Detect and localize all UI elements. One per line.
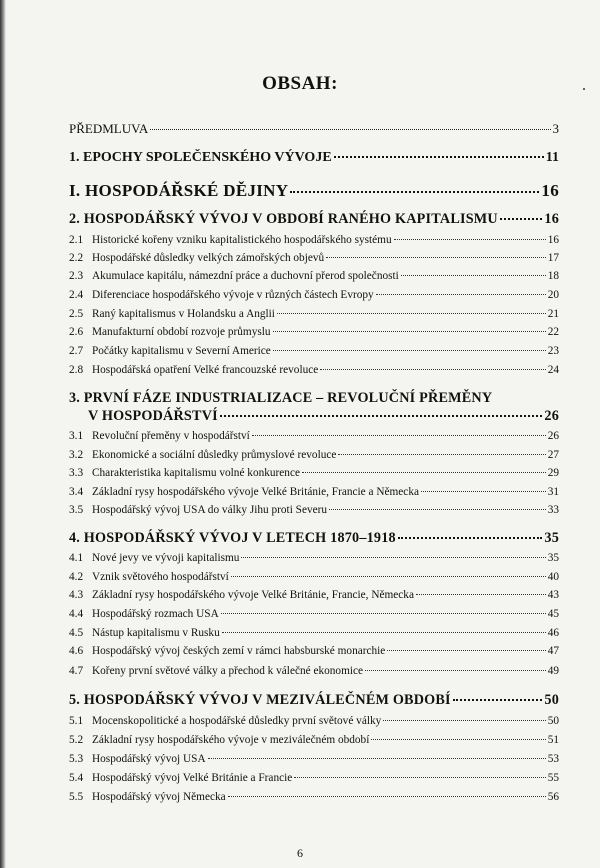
- toc-entry-2-3[interactable]: [69, 270, 559, 282]
- dot-leader: [241, 557, 545, 558]
- toc-entry-page: 40: [547, 571, 559, 583]
- toc-entry-page: 45: [547, 608, 559, 620]
- toc-entry-page: 49: [547, 665, 559, 677]
- toc-entry-number: 5.1: [69, 715, 84, 727]
- dot-leader: [421, 491, 546, 492]
- toc-entry-page: 16: [541, 181, 559, 200]
- dot-leader: [383, 720, 545, 721]
- toc-entry-5-1[interactable]: [69, 715, 559, 727]
- dot-leader: [302, 472, 546, 473]
- toc-entry-page: 26: [547, 430, 559, 442]
- toc-entry-page: 50: [544, 692, 559, 708]
- toc-entry-number: 4.5: [69, 627, 84, 639]
- toc-entry-number: 3.2: [69, 449, 84, 461]
- toc-entry-number: 2.5: [69, 308, 84, 320]
- toc-entry-page: 11: [545, 150, 559, 165]
- toc-entry-number: 2.4: [69, 289, 84, 301]
- toc-entry-text: Hospodářské důsledky velkých zámořských objevů: [92, 252, 325, 264]
- toc-entry-page: 18: [547, 270, 559, 282]
- toc-entry-number: 3.5: [69, 504, 84, 516]
- toc-entry-page: 16: [544, 211, 559, 227]
- toc-entry-4-1[interactable]: [69, 552, 559, 564]
- toc-entry-number: 3.: [69, 390, 81, 406]
- scan-edge-shadow: [0, 0, 6, 868]
- toc-entry-number: 2.3: [69, 270, 84, 282]
- dot-leader: [221, 613, 546, 614]
- dot-leader: [290, 191, 539, 193]
- toc-entry-page: 55: [547, 772, 559, 784]
- toc-entry-5-5[interactable]: [69, 791, 559, 803]
- toc-entry-text: HOSPODÁŘSKÉ DĚJINY: [85, 181, 289, 200]
- toc-entry-number: 3.4: [69, 486, 84, 498]
- toc-entry-number: 5.: [69, 692, 81, 708]
- toc-entry-2-2[interactable]: [69, 252, 559, 264]
- toc-entry-3-1[interactable]: [69, 430, 559, 442]
- toc-entry-page: 56: [547, 791, 559, 803]
- toc-entry-3-5[interactable]: [69, 504, 559, 516]
- toc-entry-text-continued: V HOSPODÁŘSTVÍ: [88, 408, 218, 424]
- toc-entry-number: 2.2: [69, 252, 84, 264]
- toc-entry-page: 24: [547, 364, 559, 376]
- toc-entry-text: Hospodářský vývoj Německa: [92, 791, 226, 803]
- dot-leader: [320, 369, 545, 370]
- toc-entry-text: Mocenskopolitické a hospodářské důsledky první světové války: [92, 715, 382, 727]
- toc-entry-2-5[interactable]: [69, 308, 559, 320]
- toc-entry-page: 3: [552, 121, 559, 136]
- toc-entry-number: 5.3: [69, 753, 84, 765]
- dot-leader: [294, 777, 545, 778]
- toc-entry-number: 5.5: [69, 791, 84, 803]
- dot-leader: [338, 454, 545, 455]
- toc-entry-chapter-3-line2[interactable]: [88, 408, 559, 425]
- toc-entry-text: PRVNÍ FÁZE INDUSTRIALIZACE – REVOLUČNÍ PŘEMĚNY: [83, 390, 493, 406]
- toc-entry-2-6[interactable]: [69, 326, 559, 338]
- toc-entry-number: 3.1: [69, 430, 84, 442]
- dot-leader: [220, 415, 543, 417]
- toc-entry-4-7[interactable]: [69, 665, 559, 677]
- toc-entry-text: Hospodářský vývoj Velké Británie a Francie: [92, 772, 293, 784]
- dot-leader: [277, 313, 546, 314]
- toc-entry-number: 4.: [69, 530, 81, 546]
- toc-title: OBSAH:: [262, 73, 338, 94]
- toc-entry-page: 35: [544, 530, 559, 546]
- toc-entry-number: 2.7: [69, 345, 84, 357]
- toc-entry-number: 4.2: [69, 571, 84, 583]
- toc-entry-4-5[interactable]: [69, 627, 559, 639]
- toc-entry-chapter-3-line1[interactable]: [69, 390, 559, 407]
- toc-entry-page: 47: [547, 645, 559, 657]
- toc-entry-page: 16: [547, 234, 559, 246]
- dot-leader: [453, 699, 543, 701]
- dot-leader: [329, 509, 546, 510]
- toc-entry-4-4[interactable]: [69, 608, 559, 620]
- toc-entry-text: Hospodářský rozmach USA: [92, 608, 219, 620]
- toc-entry-3-4[interactable]: [69, 486, 559, 498]
- dot-leader: [231, 576, 546, 577]
- toc-entry-number: 4.6: [69, 645, 84, 657]
- toc-entry-2-4[interactable]: [69, 289, 559, 301]
- dot-leader: [208, 758, 546, 759]
- toc-entry-text: Vznik světového hospodářství: [92, 571, 229, 583]
- dot-leader: [326, 257, 546, 258]
- toc-entry-text: Základní rysy hospodářského vývoje Velké Británie, Francie a Německa: [92, 486, 419, 498]
- toc-entry-text: HOSPODÁŘSKÝ VÝVOJ V LETECH 1870–1918: [83, 530, 396, 546]
- dot-leader: [416, 594, 546, 595]
- toc-entry-text: Diferenciace hospodářského vývoje v různých částech Evropy: [92, 289, 374, 301]
- toc-entry-text: Kořeny první světové války a přechod k válečné ekonomice: [92, 665, 364, 677]
- toc-entry-number: 4.3: [69, 589, 84, 601]
- toc-entry-number: 2.8: [69, 364, 84, 376]
- toc-entry-page: 27: [547, 449, 559, 461]
- toc-entry-2-8[interactable]: [69, 364, 559, 376]
- toc-entry-number: 4.7: [69, 665, 84, 677]
- toc-entry-text: Hospodářský vývoj USA: [92, 753, 206, 765]
- dot-leader: [365, 670, 546, 671]
- toc-entry-page: 17: [547, 252, 559, 264]
- toc-entry-chapter-5[interactable]: [69, 692, 559, 709]
- toc-entry-4-3[interactable]: [69, 589, 559, 601]
- toc-entry-5-3[interactable]: [69, 753, 559, 765]
- toc-entry-3-2[interactable]: [69, 449, 559, 461]
- toc-entry-text: Základní rysy hospodářského vývoje Velké Británie, Francie, Německa: [92, 589, 414, 601]
- dot-leader: [273, 350, 546, 351]
- dot-leader: [222, 632, 546, 633]
- toc-entry-text: Hospodářská opatření Velké francouzské revoluce: [92, 364, 319, 376]
- toc-entry-page: 20: [547, 289, 559, 301]
- toc-entry-preface[interactable]: [69, 121, 559, 137]
- toc-entry-page: 51: [547, 734, 559, 746]
- toc-entry-number: 3.3: [69, 467, 84, 479]
- dot-leader: [252, 435, 546, 436]
- toc-entry-page: 22: [547, 326, 559, 338]
- toc-entry-text: Revoluční přeměny v hospodářství: [92, 430, 250, 442]
- toc-entry-page: 50: [547, 715, 559, 727]
- dot-leader: [150, 129, 550, 130]
- toc-entry-number: 4.4: [69, 608, 84, 620]
- dot-leader: [401, 275, 546, 276]
- toc-entry-chapter-2[interactable]: [69, 211, 559, 228]
- toc-entry-text: HOSPODÁŘSKÝ VÝVOJ V MEZIVÁLEČNÉM OBDOBÍ: [83, 692, 451, 708]
- toc-entry-number: 1.: [69, 150, 80, 165]
- toc-entry-text: Charakteristika kapitalismu volné konkurence: [92, 467, 300, 479]
- dot-leader: [334, 156, 544, 158]
- toc-entry-number: I.: [69, 181, 81, 200]
- toc-entry-text: HOSPODÁŘSKÝ VÝVOJ V OBDOBÍ RANÉHO KAPITALISMU: [83, 211, 498, 227]
- dot-leader: [500, 218, 543, 220]
- toc-entry-page: 26: [544, 408, 559, 424]
- page-number: 6: [297, 846, 303, 860]
- toc-entry-chapter-4[interactable]: [69, 530, 559, 547]
- toc-entry-text: Hospodářský vývoj českých zemí v rámci habsburské monarchie: [92, 645, 386, 657]
- toc-entry-text: Základní rysy hospodářského vývoje v meziválečném období: [92, 734, 370, 746]
- toc-entry-page: 35: [547, 552, 559, 564]
- toc-entry-text: Manufakturní období rozvoje průmyslu: [92, 326, 271, 338]
- toc-entry-4-2[interactable]: [69, 571, 559, 583]
- toc-entry-number: 5.4: [69, 772, 84, 784]
- toc-entry-number: 2.6: [69, 326, 84, 338]
- toc-entry-3-3[interactable]: [69, 467, 559, 479]
- toc-entry-text: PŘEDMLUVA: [69, 121, 149, 136]
- toc-entry-text: Nástup kapitalismu v Rusku: [92, 627, 220, 639]
- toc-entry-number: 4.1: [69, 552, 84, 564]
- toc-entry-page: 43: [547, 589, 559, 601]
- dot-leader: [398, 537, 543, 539]
- dot-leader: [387, 650, 545, 651]
- toc-entry-page: 46: [547, 627, 559, 639]
- toc-entry-text: Ekonomické a sociální důsledky průmyslové revoluce: [92, 449, 337, 461]
- toc-entry-5-2[interactable]: [69, 734, 559, 746]
- toc-entry-text: Historické kořeny vzniku kapitalistického hospodářského systému: [92, 234, 392, 246]
- scan-speck: [583, 88, 585, 90]
- toc-entry-5-4[interactable]: [69, 772, 559, 784]
- toc-entry-number: 2.1: [69, 234, 84, 246]
- toc-entry-text: Počátky kapitalismu v Severní Americe: [92, 345, 271, 357]
- toc-entry-text: EPOCHY SPOLEČENSKÉHO VÝVOJE: [83, 150, 332, 165]
- dot-leader: [228, 796, 546, 797]
- toc-entry-page: 31: [547, 486, 559, 498]
- toc-entry-page: 33: [547, 504, 559, 516]
- toc-entry-4-6[interactable]: [69, 645, 559, 657]
- toc-entry-page: 29: [547, 467, 559, 479]
- toc-entry-page: 21: [547, 308, 559, 320]
- toc-entry-2-7[interactable]: [69, 345, 559, 357]
- toc-entry-page: 53: [547, 753, 559, 765]
- toc-entry-chapter-1[interactable]: [69, 150, 559, 166]
- dot-leader: [376, 294, 546, 295]
- dot-leader: [394, 239, 546, 240]
- toc-entry-number: 2.: [69, 211, 81, 227]
- toc-entry-part-1[interactable]: [69, 181, 559, 201]
- toc-entry-text: Raný kapitalismus v Holandsku a Anglii: [92, 308, 275, 320]
- toc-entry-page: 23: [547, 345, 559, 357]
- toc-entry-text: Akumulace kapitálu, námezdní práce a duchovní přerod společnosti: [92, 270, 399, 282]
- toc-entry-text: Nové jevy ve vývoji kapitalismu: [92, 552, 240, 564]
- toc-entry-text: Hospodářský vývoj USA do války Jihu proti Severu: [92, 504, 328, 516]
- toc-entry-2-1[interactable]: [69, 234, 559, 246]
- dot-leader: [273, 331, 546, 332]
- toc-entry-number: 5.2: [69, 734, 84, 746]
- dot-leader: [371, 739, 545, 740]
